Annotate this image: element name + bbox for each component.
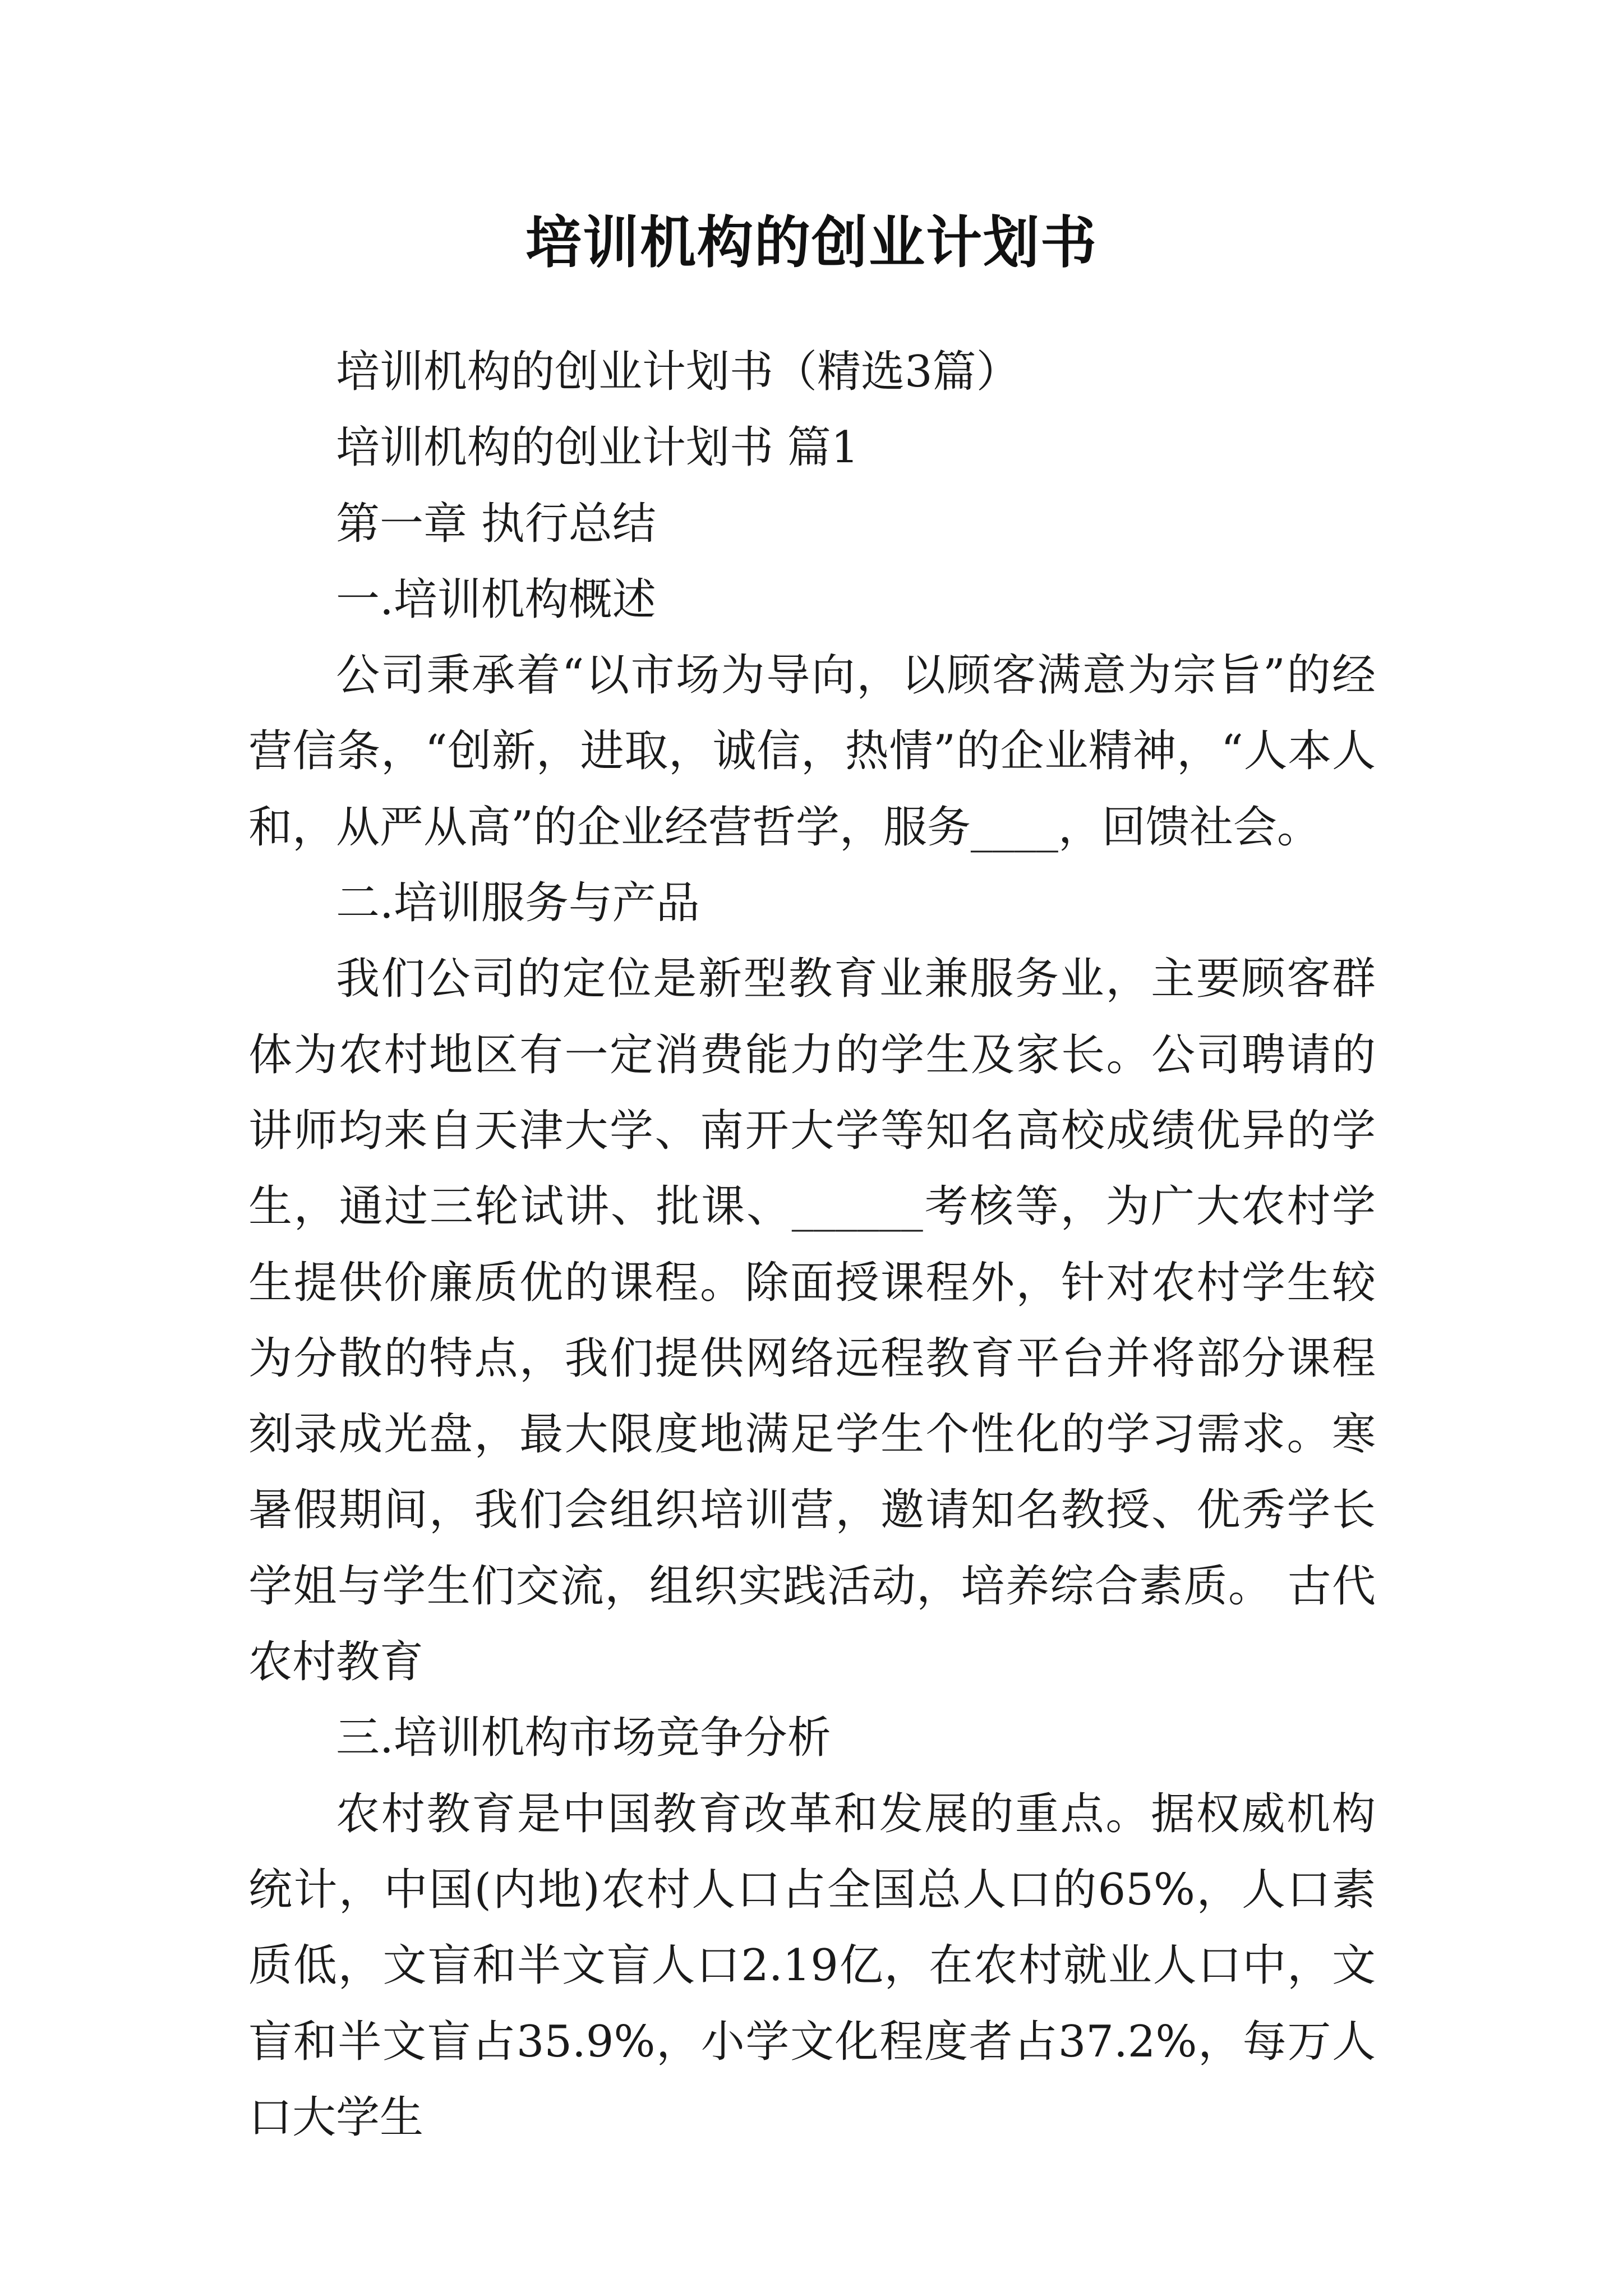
chapter-heading: 第一章 执行总结 (336, 498, 656, 549)
paragraph-services: 我们公司的定位是新型教育业兼服务业，主要顾客群体为农村地区有一定消费能力的学生及家长。公司聘请的讲师均来自天津大学、南开大学等知名高校成绩优异的学生，通过三轮试讲、批课、______考核等，为广大农村学生提供价廉质优的课程。除面授课程外，针对农村学生较为分散的特点，我们提供网络远程教育平台并将部分课程刻录成光盘，最大限度地满足学生个性化的学习需求。寒暑假期间，我们会组织培训营，邀请知名教授、优秀学长学姐与学生们交流，组织实践活动，培养综合素质。 古代农村教育 (248, 954, 1376, 1688)
section-heading-overview: 一.培训机构概述 (336, 574, 656, 625)
paragraph-subtitle: 培训机构的创业计划书（精选3篇） (336, 347, 1020, 397)
paragraph-company-values: 公司秉承着“以市场为导向，以顾客满意为宗旨”的经营信条，“创新，进取，诚信，热情”的企业精神，“人本人和，从严从高”的企业经营哲学，服务____，回馈社会。 (248, 650, 1376, 853)
document-body (248, 334, 1376, 2156)
paragraph-competition: 农村教育是中国教育改革和发展的重点。据权威机构统计，中国(内地)农村人口占全国总人口的65%，人口素质低，文盲和半文盲人口2.19亿，在农村就业人口中，文盲和半文盲占35.9%，小学文化程度者占37.2%，每万人口大学生 (248, 1788, 1376, 2143)
document-title: 培训机构的创业计划书 (525, 209, 1098, 275)
paragraph-part-heading: 培训机构的创业计划书 篇1 (336, 422, 859, 473)
section-heading-competition: 三.培训机构市场竞争分析 (336, 1713, 831, 1764)
section-heading-services: 二.培训服务与产品 (336, 878, 700, 929)
